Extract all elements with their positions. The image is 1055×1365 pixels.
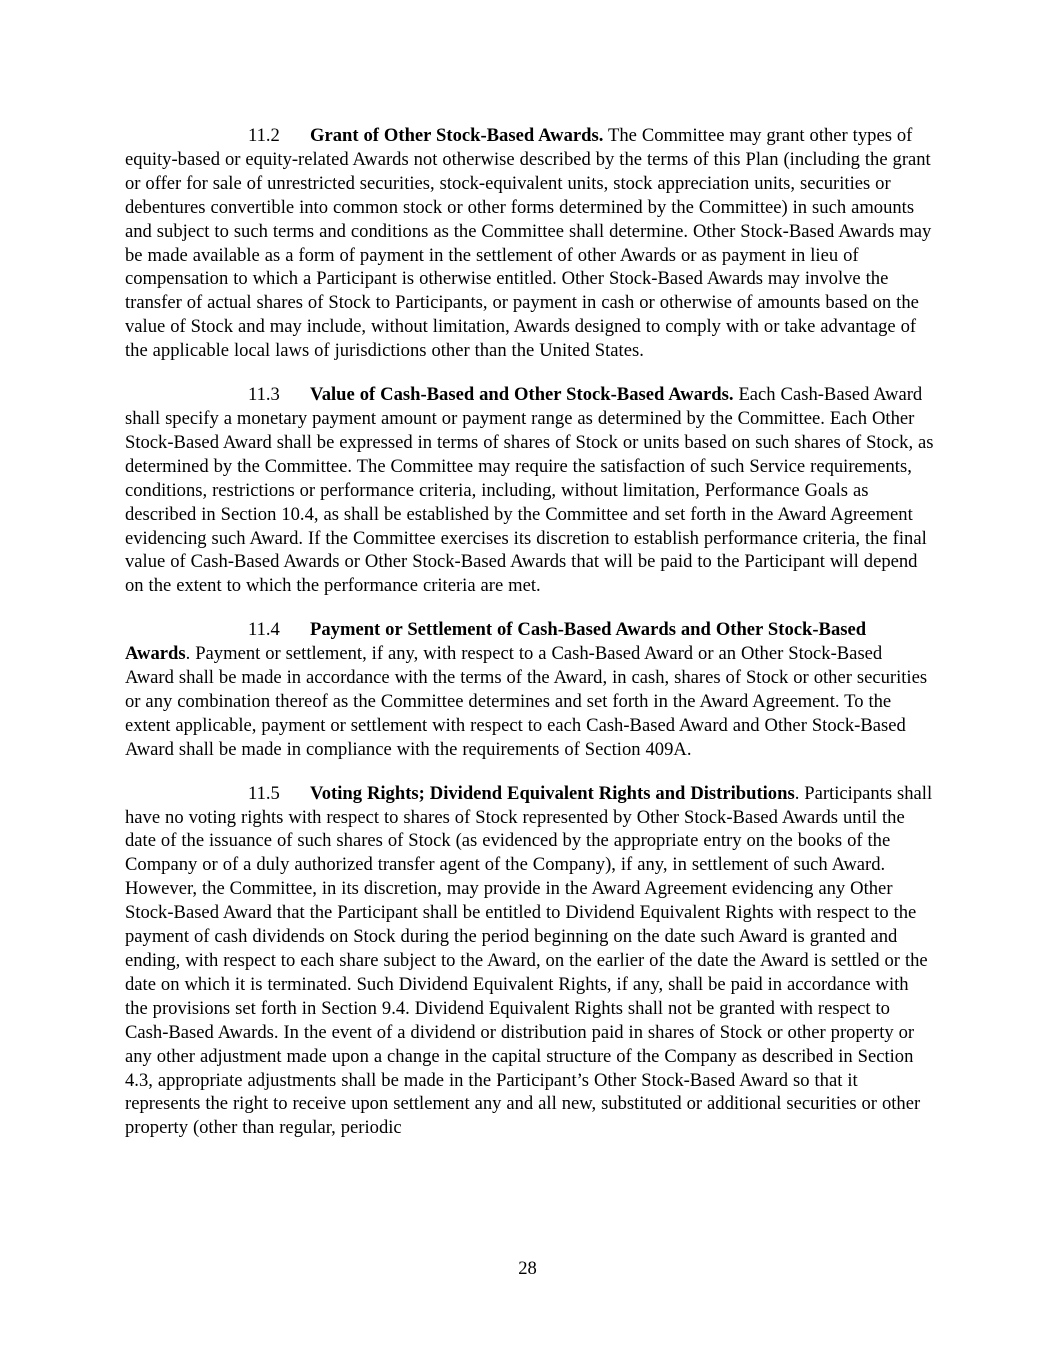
section-heading-suffix: . — [794, 782, 800, 804]
section-number: 11.2 — [248, 125, 280, 146]
section-11-2 — [125, 124, 935, 363]
section-body: The Committee may grant other types of equity-based or equity-related Awards not otherwise described by the terms of this Plan (including the grant or offer for sale of unrestricted securities, stock-equivalent units, stock appreciation units, securities or debentures convertible into common stock or other forms determined by the Committee) in such amounts and subject to such terms and conditions as the Committee shall determine. Other Stock-Based Awards may be made available as a form of payment in the settlement of other Awards or as payment in lieu of compensation to which a Participant is otherwise entitled. Other Stock-Based Awards may involve the transfer of actual shares of Stock to Participants, or payment in cash or otherwise of amounts based on the value of Stock and may include, without limitation, Awards designed to comply with or take advantage of the applicable local laws of jurisdictions other than the United States. — [125, 125, 932, 362]
section-number: 11.4 — [248, 619, 280, 641]
section-heading-suffix: . — [185, 643, 191, 665]
section-11-3 — [125, 383, 935, 598]
section-11-4 — [125, 618, 935, 761]
section-heading: Voting Rights; Dividend Equivalent Rights and Distributions — [310, 782, 795, 804]
section-number: 11.3 — [248, 384, 280, 406]
section-heading: Payment or Settlement of Cash-Based Awards and Other Stock-Based Awards — [125, 619, 867, 665]
page-number: 28 — [518, 1258, 537, 1279]
section-number: 11.5 — [248, 782, 280, 804]
section-11-5 — [125, 782, 935, 1141]
section-heading: Value of Cash-Based and Other Stock-Based Awards. — [310, 384, 734, 406]
section-body: Participants shall have no voting rights with respect to shares of Stock represented by Other Stock-Based Awards until the date of the issuance of such shares of Stock (as evidenced by the appropriate entry on the books of the Company or of a duly authorized transfer agent of the Company), if any, in settlement of such Award. However, the Committee, in its discretion, may provide in the Award Agreement evidencing any Other Stock-Based Award that the Participant shall be entitled to Dividend Equivalent Rights with respect to the payment of cash dividends on Stock during the period beginning on the date such Award is granted and ending, with respect to each share subject to the Award, on the earlier of the date the Award is settled or the date on which it is terminated. Such Dividend Equivalent Rights, if any, shall be paid in accordance with the provisions set forth in Section 9.4. Dividend Equivalent Rights shall not be granted with respect to Cash-Based Awards. In the event of a dividend or distribution paid in shares of Stock or other property or any other adjustment made upon a change in the capital structure of the Company as described in Section 4.3, appropriate adjustments shall be made in the Participant’s Other Stock-Based Award so that it represents the right to receive upon settlement any and all new, substituted or additional securities or other property (other than regular, periodic — [125, 782, 933, 1139]
section-body: Each Cash-Based Award shall specify a monetary payment amount or payment range as determined by the Committee. Each Other Stock-Based Award shall be expressed in terms of shares of Stock or units based on such shares of Stock, as determined by the Committee. The Committee may require the satisfaction of such Service requirements, conditions, restrictions or performance criteria, including, without limitation, Performance Goals as described in Section 10.4, as shall be established by the Committee and set forth in the Award Agreement evidencing such Award. If the Committee exercises its discretion to establish performance criteria, the final value of Cash-Based Awards or Other Stock-Based Awards that will be paid to the Participant will depend on the extent to which the performance criteria are met. — [125, 384, 934, 597]
document-body — [125, 124, 935, 1160]
section-heading: Grant of Other Stock-Based Awards. — [310, 125, 604, 146]
section-body: Payment or settlement, if any, with respect to a Cash-Based Award or an Other Stock-Based Award shall be made in accordance with the terms of the Award, in cash, shares of Stock or other securities or any combination thereof as the Committee determines and set forth in the Award Agreement. To the extent applicable, payment or settlement with respect to each Cash-Based Award and Other Stock-Based Award shall be made in compliance with the requirements of Section 409A. — [125, 643, 928, 760]
